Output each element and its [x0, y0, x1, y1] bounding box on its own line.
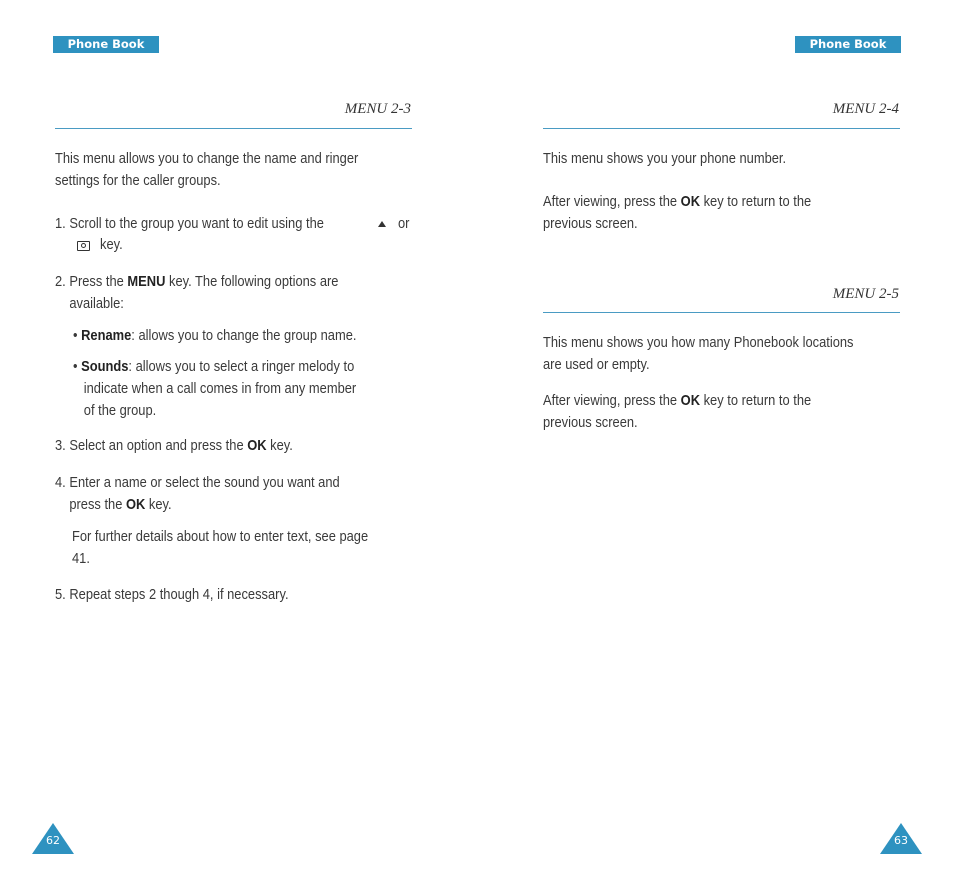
step-1-end: key.: [100, 236, 123, 253]
phonebook-down-key-icon: [77, 241, 90, 251]
menu-code-2-4: MENU 2-4: [832, 101, 899, 117]
menu-2-5-after: After viewing, press the OK key to return to the previous screen.: [543, 392, 812, 431]
step-4: 4. Enter a name or select the sound you want and press the OK key.: [55, 474, 340, 513]
step-1-or: or: [398, 215, 410, 232]
menu-2-4-after: After viewing, press the OK key to return to the previous screen.: [543, 193, 812, 232]
page-number-left: 62: [46, 834, 60, 847]
step-1: 1. Scroll to the group you want to edit using the: [55, 215, 324, 232]
step-3: 3. Select an option and press the OK key.: [55, 437, 293, 454]
menu-code-2-5: MENU 2-5: [832, 286, 899, 302]
menu-2-5-paragraph: This menu shows you how many Phonebook locations are used or empty.: [543, 334, 854, 373]
bullet-sounds: • Sounds: allows you to select a ringer melody to indicate when a call comes in from any member of the group.: [73, 358, 357, 419]
divider-rule: [543, 312, 900, 313]
section-tab-right: Phone Book: [795, 36, 901, 53]
menu-code-2-3: MENU 2-3: [344, 101, 411, 117]
intro-paragraph: This menu allows you to change the name and ringer settings for the caller groups.: [55, 150, 359, 189]
section-tab-left: Phone Book: [53, 36, 159, 53]
page-number-right: 63: [894, 834, 908, 847]
note-paragraph: For further details about how to enter text, see page 41.: [72, 528, 369, 567]
step-2: 2. Press the MENU key. The following options are available:: [55, 273, 339, 312]
bullet-rename: • Rename: allows you to change the group name.: [73, 327, 357, 344]
menu-2-4-paragraph: This menu shows you your phone number.: [543, 150, 787, 167]
step-5: 5. Repeat steps 2 though 4, if necessary.: [55, 586, 289, 603]
divider-rule: [55, 128, 412, 129]
divider-rule: [543, 128, 900, 129]
up-arrow-key-icon: [378, 221, 386, 227]
